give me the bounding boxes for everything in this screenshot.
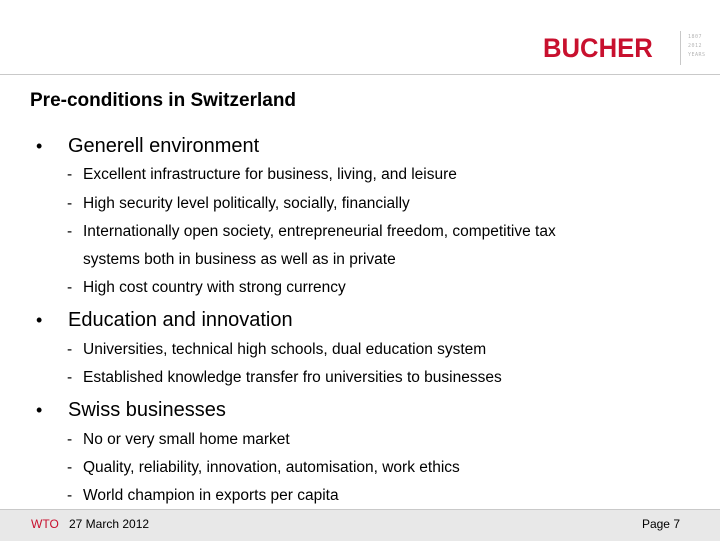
section-heading-3: Swiss businesses xyxy=(68,399,226,421)
page-number: Page 7 xyxy=(641,517,680,531)
list-item xyxy=(67,458,460,478)
logo-separator xyxy=(680,31,681,65)
slide-footer xyxy=(0,509,720,541)
dash: - xyxy=(67,369,73,386)
list-item xyxy=(67,430,290,450)
list-item-text: No or very small home market xyxy=(83,431,290,448)
list-item xyxy=(67,340,486,360)
footer-org: WTO xyxy=(31,517,59,531)
dash: - xyxy=(67,279,73,296)
bucher-logo: BUCHER xyxy=(543,33,653,63)
bullet-3: • xyxy=(36,400,43,420)
list-item xyxy=(67,486,339,506)
dash: - xyxy=(67,195,73,212)
list-item-text: Excellent infrastructure for business, living, and leisure xyxy=(83,166,457,183)
dash: - xyxy=(67,459,73,476)
list-item xyxy=(67,278,346,298)
list-item-text: High security level politically, socially, financially xyxy=(83,195,410,212)
bullet-2: • xyxy=(36,310,43,330)
dash: - xyxy=(67,223,73,240)
bullet-1: • xyxy=(36,136,43,156)
list-item-text: World champion in exports per capita xyxy=(83,487,339,504)
dash: - xyxy=(67,341,73,358)
stamp-line-3: YEARS xyxy=(688,52,706,58)
list-item xyxy=(67,194,410,214)
header-divider xyxy=(0,74,720,75)
section-heading-1: Generell environment xyxy=(68,135,260,157)
dash: - xyxy=(67,487,73,504)
stamp-line-2: 2012 xyxy=(688,43,703,49)
list-item-text: Internationally open society, entrepreneurial freedom, competitive tax xyxy=(83,223,556,240)
anniversary-stamp xyxy=(688,33,712,60)
list-item-continuation: systems both in business as well as in private xyxy=(83,251,396,268)
dash: - xyxy=(67,166,73,183)
stamp-line-1: 1807 xyxy=(688,34,703,40)
list-item-text: Established knowledge transfer fro universities to businesses xyxy=(83,369,502,386)
section-heading-2: Education and innovation xyxy=(68,309,293,331)
slide-title: Pre-conditions in Switzerland xyxy=(30,90,297,111)
footer-date: 27 March 2012 xyxy=(69,517,150,531)
list-item xyxy=(67,165,457,185)
list-item-text: Quality, reliability, innovation, automisation, work ethics xyxy=(83,459,460,476)
list-item-text: Universities, technical high schools, dual education system xyxy=(83,341,487,358)
dash: - xyxy=(67,431,73,448)
list-item xyxy=(67,368,502,388)
list-item-text: High cost country with strong currency xyxy=(83,279,346,296)
list-item xyxy=(67,222,556,242)
